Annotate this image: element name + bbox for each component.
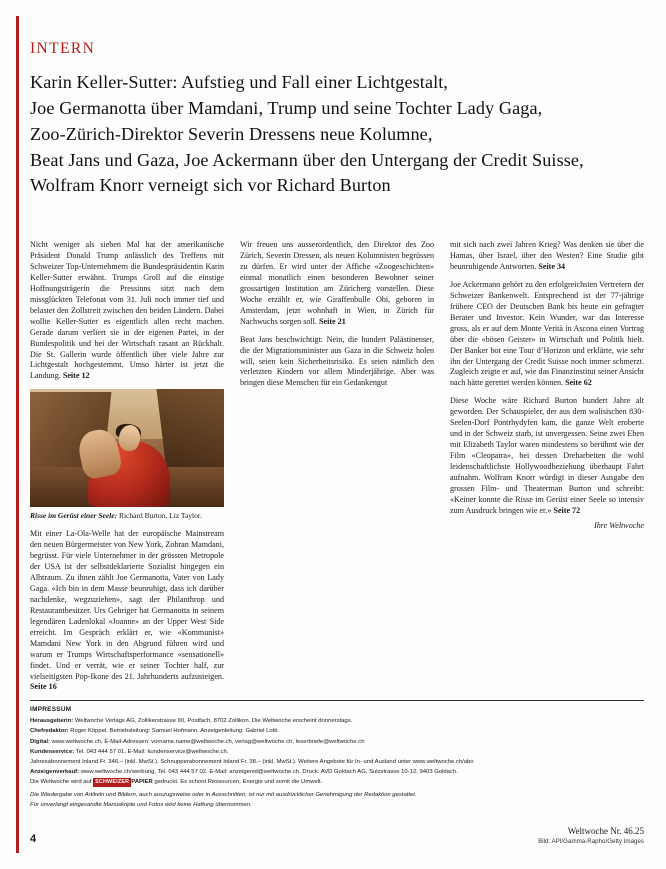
paragraph-text: mit sich nach zwei Jahren Krieg? Was denken sie über die Hamas, über Israel, über den Westen? Eine Studie gibt beunruhigende Antworten. xyxy=(450,240,644,271)
headline-line-4: Beat Jans und Gaza, Joe Ackermann über den Untergang der Credit Suisse, xyxy=(30,149,584,170)
impressum-text: www.weltwoche.ch, E-Mail-Adressen: vorname.name@weltwoche.ch, verlag@weltwoche.ch, leserbriefe@weltwoche.ch xyxy=(49,738,365,745)
impressum-divider xyxy=(30,700,644,701)
photo-caption-lead: Risse im Gerüst einer Seele: xyxy=(30,511,118,521)
page-title xyxy=(30,70,644,199)
paragraph xyxy=(450,280,644,390)
impressum-line xyxy=(30,748,644,758)
impressum-line xyxy=(30,768,644,778)
impressum-text: Roger Köppel. Betriebsleitung: Samuel Hofmann. Anzeigenleitung: Gabriel Lotti. xyxy=(68,728,279,735)
page-reference: Seite 34 xyxy=(538,261,566,271)
left-red-rule xyxy=(16,16,19,853)
impressum-line xyxy=(30,738,644,748)
footer-right xyxy=(538,826,644,845)
page-number: 4 xyxy=(30,833,37,845)
headline-line-3: Zoo-Zürich-Direktor Severin Dressens neue Kolumne, xyxy=(30,123,433,144)
impressum-line xyxy=(30,758,644,768)
page-reference: Seite 72 xyxy=(553,505,581,515)
paragraph-text: Mit einer La-Ola-Welle hat der europäische Mainstream den neuen Bürgermeister von New York, Zohran Mamdani, begrüsst. Für viele Unternehmer in der grössten Metropole der USA ist der selbstdeklarierte Sozialist hingegen ein Albtraum. Zu ihnen zählt Joe Germanotta, Vater von Lady Gaga. «Ich bin in dem Masse beunruhigt, dass ich darüber nachdenke, wegzuziehen», sagt der Philanthrop und Restaurantbesitzer. Urs Gehriger hat Germanotta in seinem legendären Ladenlokal «Joanne» an der Upper West Side erreicht. Im Gespräch erklärt er, wie «Kommunist» Mamdani New York in den Abgrund führen wird und warum er Trumps Wirtschaftsperformance «sensationell» findet. Und er verrät, wie er seiner Tochter half, zur vielseitigsten Pop-Ikone des 21. Jahrhunderts aufzusteigen. xyxy=(30,529,224,681)
impressum-disclaimer-1: Die Wiedergabe von Artikeln und Bildern, auch auszugsweise oder in Ausschnitten, ist nur mit ausdrücklicher Genehmigung der Redaktion gestattet. xyxy=(30,792,417,799)
paragraph xyxy=(30,529,224,693)
page-reference: Seite 16 xyxy=(30,682,57,692)
photo-burton-taylor xyxy=(30,389,224,507)
page-header xyxy=(30,40,644,213)
signature: Ihre Weltwoche xyxy=(594,520,644,530)
section-kicker: INTERN xyxy=(30,40,96,57)
paragraph-text: Diese Woche wäre Richard Burton hundert Jahre alt geworden. Der Schauspieler, der aus dem walisischen 830-Seelen-Dorf Pontrhydyfen kam, die ganze Welt eroberte und in der Schweiz starb, ist unvergessen. Seine zwei Ehen mit Elizabeth Taylor waren mindestens so berühmt wie der Film «Cleopatra», bei dessen Dreharbeiten die wohl leidenschaftlichste Hollywoodbeziehung überhaupt Fahrt aufnahm. Wolfram Knorr würdigt in dieser Ausgabe den grossen Film- und Theaterman Burton und schreibt: «Keiner konnte die Risse im Gerüst einer Seele so intensiv zum Ausdruck bringen wie er.» xyxy=(450,396,644,515)
swiss-paper-badge: SCHWEIZER xyxy=(95,778,130,785)
paragraph xyxy=(240,335,434,390)
paragraph-text: Joe Ackermann gehört zu den erfolgreichsten Vertretern der Schweizer Bankenwelt. Entsprechend ist der 77-jährige frühere CEO der Deutschen Bank bis heute ein gefragter Berater und Investor. Kein Wunder, war das Interesse gross, als er auf dem Monte Verità in Ascona einen Vortrag über die «bösen Geister» in Wirtschaft und Politik hielt. Der Banker bot eine Tour d’Horizon und erklärte, wie sehr ihn der Untergang der Credit Suisse noch immer schmerzt. Zugleich zeigte er auf, wie das Finanzinstitut seiner Ansicht nach hätte gerettet werden können. xyxy=(450,279,644,388)
impressum-text: www.weltwoche.ch/werbung, Tel. 043 444 57 02. E-Mail: anzeigenid@weltwoche.ch. Druck: AVD Goldach AG, Sulzstrasse 10-12, 9403 Goldach. xyxy=(79,768,458,775)
paper-line-post: gedruckt. Es schont Ressourcen, Energie und somit die Umwelt. xyxy=(152,778,323,785)
photo-caption-rest: Richard Burton, Liz Taylor. xyxy=(117,511,202,521)
impressum-label: Herausgeberin: xyxy=(30,718,74,725)
impressum-text: Jahresabonnement Inland Fr. 346.– (inkl. MwSt.). Schnupperabonnement Inland Fr. 38.– (inkl. MwSt.). Weitere Angebote für In- und Ausland unter www.weltwoche.ch/abo xyxy=(30,758,474,765)
impressum-label: Chefredaktor: xyxy=(30,728,69,735)
impressum-block xyxy=(30,700,644,811)
impressum-label: Anzeigenverkauf: xyxy=(30,768,80,775)
photo-credit: Bild: API/Gamma-Rapho/Getty Images xyxy=(538,838,644,845)
issue-label: Weltwoche Nr. 46.25 xyxy=(567,826,644,836)
impressum-line xyxy=(30,717,644,727)
page-footer xyxy=(30,826,644,845)
paragraph-text: Beat Jans beschwichtigt: Nein, die hundert Palästinenser, die der Migrationsminister aus Gaza in die Schweiz holen will, seien kein Sicherheitsrisiko. Es seien nämlich den verletzten Kindern vor allem Minderjährige. Aber was bringen diese Menschen für ein Gedankengut xyxy=(240,334,434,388)
impressum-line xyxy=(30,727,644,737)
paper-line-pre: Die Weltwoche wird auf xyxy=(30,778,94,785)
paragraph xyxy=(240,240,434,328)
page-reference: Seite 62 xyxy=(565,378,592,388)
column-3 xyxy=(450,240,644,700)
impressum-disclaimer-2: Für unverlangt eingesandte Manuskripte und Fotos wird keine Haftung übernommen. xyxy=(30,802,252,809)
article-columns xyxy=(30,240,644,700)
paper-badge-2: PAPIER xyxy=(131,778,153,785)
page-reference: Seite 21 xyxy=(319,316,346,326)
column-2 xyxy=(240,240,434,700)
impressum-title: IMPRESSUM xyxy=(30,706,72,713)
paragraph-text: Wir freuen uns ausserordentlich, den Direktor des Zoo Zürich, Severin Dressen, als neuen Kolumnisten begrüssen zu dürfen. Er wird unter der Affiche «Zoogeschichten» einmal monatlich einen besonderen Bewohner seiner grossartigen Institution am Züricherg vorstellen. Diese Woche erzählt er, wie Giraffenbulle Obi, geboren in Amsterdam, jetzt wohnhaft in Wien, in Zürich für Nachwuchs sorgen soll. xyxy=(240,240,434,326)
headline-line-5: Wolfram Knorr verneigt sich vor Richard Burton xyxy=(30,175,391,196)
impressum-paper-line xyxy=(30,778,644,788)
impressum-text: Tel. 043 444 57 01, E-Mail: kundenservice@weltwoche.ch. xyxy=(74,748,229,755)
impressum-text: Weltwoche Verlags AG, Zollikerstrasse 90, Postfach, 8702 Zollikon. Die Weltwoche erscheint donnerstags. xyxy=(73,718,353,725)
column-1 xyxy=(30,240,224,700)
impressum-label: Kundenservice: xyxy=(30,748,75,755)
page-reference: Seite 12 xyxy=(62,371,90,381)
paragraph xyxy=(30,240,224,382)
headline-line-2: Joe Germanotta über Mamdani, Trump und seine Tochter Lady Gaga, xyxy=(30,97,543,118)
impressum-label: Digital: xyxy=(30,738,50,745)
paragraph xyxy=(450,396,644,516)
photo-caption xyxy=(30,511,224,521)
paragraph xyxy=(450,240,644,273)
headline-line-1: Karin Keller-Sutter: Aufstieg und Fall einer Lichtgestalt, xyxy=(30,72,449,92)
paragraph-text: Nicht weniger als sieben Mal hat der amerikanische Präsident Donald Trump anlässlich des Treffens mit Schweizer Top-Unternehmern die Bundespräsidentin Karin Keller-Sutter erwähnt. Trumps Groll auf die einstige Hoffnungsträgerin die Pressinns sitzt nach dem missglückten Telefonat vom 31. Juli noch immer tief und belastet den Zollstreit zwischen den beiden Ländern. Dabei wollte Keller-Sutter es eigentlich allen recht machen. Gerade darum verliert sie in der eigenen Partei, in der Bundespolitik und bei der Wirtschaft rasant an Rückhalt. Die St. Gallerin wurde öffentlich über viele Jahre zur Lichtgestalt hochgestemmt. Umso härter ist jetzt die Landung. xyxy=(30,240,224,381)
article-photo xyxy=(30,389,224,507)
